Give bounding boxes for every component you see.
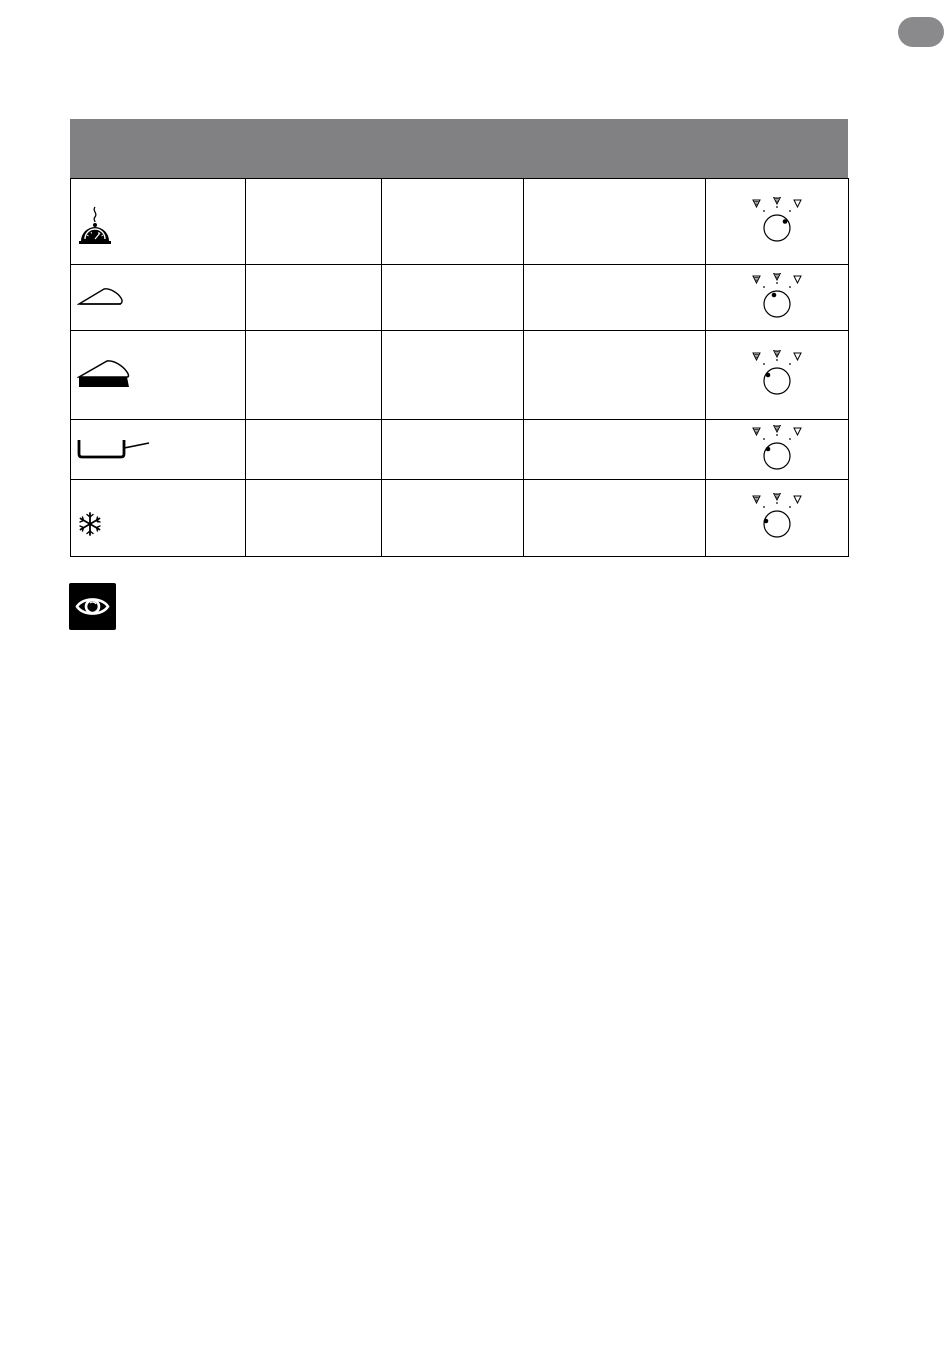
cell-col2 bbox=[246, 179, 382, 265]
cell-col4 bbox=[524, 420, 706, 480]
cell-col4 bbox=[524, 331, 706, 420]
row-icon-cell bbox=[71, 179, 246, 265]
thin-meat-slice-icon bbox=[77, 285, 127, 309]
cooking-grid bbox=[70, 178, 849, 557]
cell-col2 bbox=[246, 331, 382, 420]
dial-cell bbox=[706, 179, 849, 265]
frying-pan-icon bbox=[77, 436, 153, 460]
cell-col3 bbox=[382, 265, 524, 331]
thermostat-dial-icon bbox=[747, 493, 807, 543]
thermostat-dial-icon bbox=[747, 197, 807, 247]
thermostat-dial-icon bbox=[747, 425, 807, 475]
cell-col4 bbox=[524, 480, 706, 557]
row-icon-cell bbox=[71, 265, 246, 331]
row-icon-cell bbox=[71, 331, 246, 420]
cell-col2 bbox=[246, 420, 382, 480]
cell-col4 bbox=[524, 179, 706, 265]
pot-with-thermometer-icon bbox=[77, 205, 121, 247]
eye-icon bbox=[69, 583, 116, 630]
dial-cell bbox=[706, 331, 849, 420]
thermostat-dial-icon bbox=[747, 273, 807, 323]
language-tab bbox=[898, 17, 944, 47]
cell-col2 bbox=[246, 480, 382, 557]
table-row bbox=[71, 480, 849, 557]
cell-col2 bbox=[246, 265, 382, 331]
cell-col3 bbox=[382, 480, 524, 557]
table-row bbox=[71, 420, 849, 480]
note-box bbox=[69, 583, 116, 630]
table-header bbox=[70, 119, 848, 178]
cell-col3 bbox=[382, 331, 524, 420]
dial-cell bbox=[706, 265, 849, 331]
dial-cell bbox=[706, 420, 849, 480]
table-row bbox=[71, 331, 849, 420]
row-icon-cell bbox=[71, 420, 246, 480]
thermostat-dial-icon bbox=[747, 350, 807, 400]
row-icon-cell bbox=[71, 480, 246, 557]
cell-col3 bbox=[382, 420, 524, 480]
table-row bbox=[71, 265, 849, 331]
dial-cell bbox=[706, 480, 849, 557]
snowflake-icon bbox=[77, 511, 103, 537]
cooking-table bbox=[70, 119, 848, 557]
thick-meat-slice-icon bbox=[77, 359, 135, 389]
cell-col3 bbox=[382, 179, 524, 265]
table-row bbox=[71, 179, 849, 265]
cell-col4 bbox=[524, 265, 706, 331]
